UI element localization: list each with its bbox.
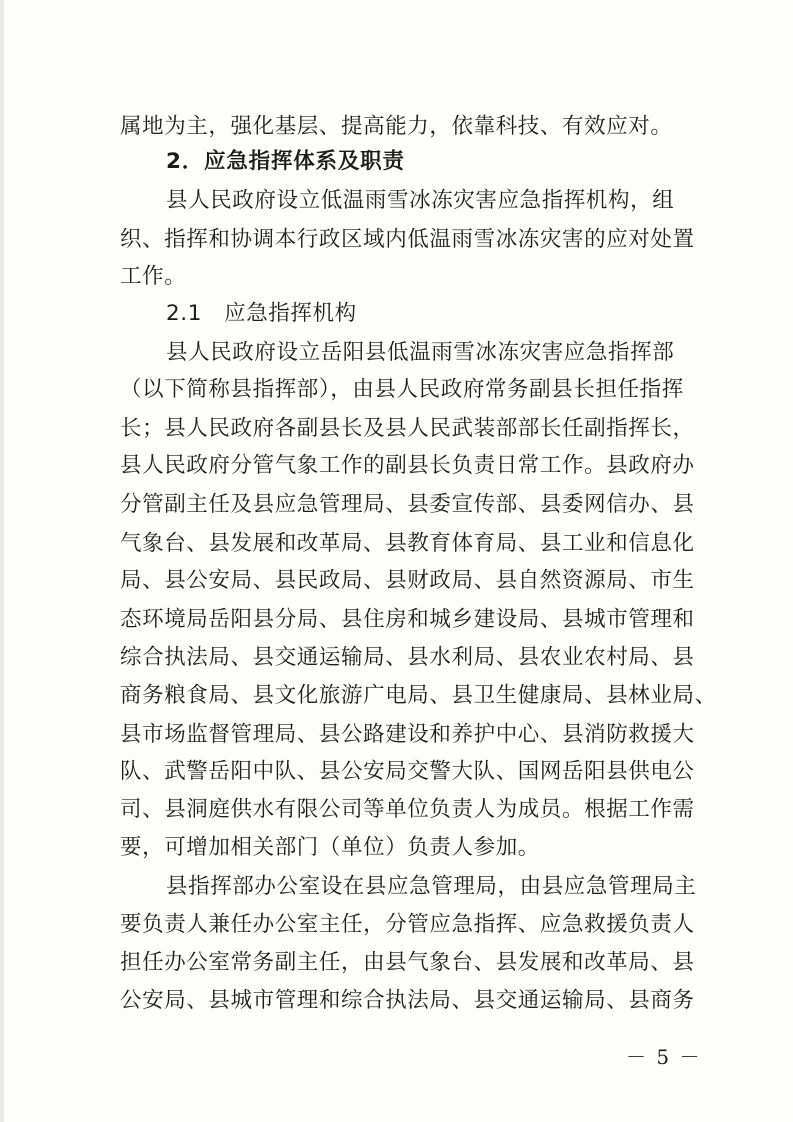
body-line: （以下简称县指挥部），由县人民政府常务副县长担任指挥 xyxy=(120,377,684,402)
subsection-heading: 2.1 应急指挥机构 xyxy=(166,301,357,326)
body-line: 织、指挥和协调本行政区域内低温雨雪冰冻灾害的应对处置 xyxy=(120,227,695,252)
body-line: 局、县公安局、县民政局、县财政局、县自然资源局、市生 xyxy=(120,568,695,593)
body-line: 县市场监督管理局、县公路建设和养护中心、县消防救援大 xyxy=(120,722,695,747)
body-line: 态环境局岳阳县分局、县住房和城乡建设局、县城市管理和 xyxy=(120,607,695,632)
paragraph-first-line: 县人民政府设立岳阳县低温雨雪冰冻灾害应急指挥部 xyxy=(166,340,675,365)
body-line: 公安局、县城市管理和综合执法局、县交通运输局、县商务 xyxy=(120,988,695,1013)
page-number: － 5 － xyxy=(626,1045,702,1069)
body-line: 要负责人兼任办公室主任，分管应急指挥、应急救援负责人 xyxy=(120,912,695,937)
body-line: 长；县人民政府各副县长及县人民武装部部长任副指挥长， xyxy=(120,416,695,441)
body-line: 属地为主，强化基层、提高能力，依靠科技、有效应对。 xyxy=(120,114,673,139)
body-line: 司、县洞庭供水有限公司等单位负责人为成员。根据工作需 xyxy=(120,797,695,822)
body-line: 工作。 xyxy=(120,264,187,289)
scan-edge xyxy=(0,0,4,1122)
body-line: 队、武警岳阳中队、县公安局交警大队、国网岳阳县供电公 xyxy=(120,759,695,784)
body-line: 担任办公室常务副主任，由县气象台、县发展和改革局、县 xyxy=(120,950,695,975)
body-line: 分管副主任及县应急管理局、县委宣传部、县委网信办、县 xyxy=(120,492,695,517)
body-line: 综合执法局、县交通运输局、县水利局、县农业农村局、县 xyxy=(120,645,695,670)
body-line: 县人民政府分管气象工作的副县长负责日常工作。县政府办 xyxy=(120,453,695,478)
body-line: 商务粮食局、县文化旅游广电局、县卫生健康局、县林业局、 xyxy=(120,683,717,708)
body-line: 要，可增加相关部门（单位）负责人参加。 xyxy=(120,835,540,860)
body-line: 气象台、县发展和改革局、县教育体育局、县工业和信息化 xyxy=(120,531,695,556)
paragraph-first-line: 县指挥部办公室设在县应急管理局，由县应急管理局主 xyxy=(166,874,697,899)
section-heading: 2．应急指挥体系及职责 xyxy=(166,149,405,174)
paragraph-first-line: 县人民政府设立低温雨雪冰冻灾害应急指挥机构，组 xyxy=(166,188,675,213)
